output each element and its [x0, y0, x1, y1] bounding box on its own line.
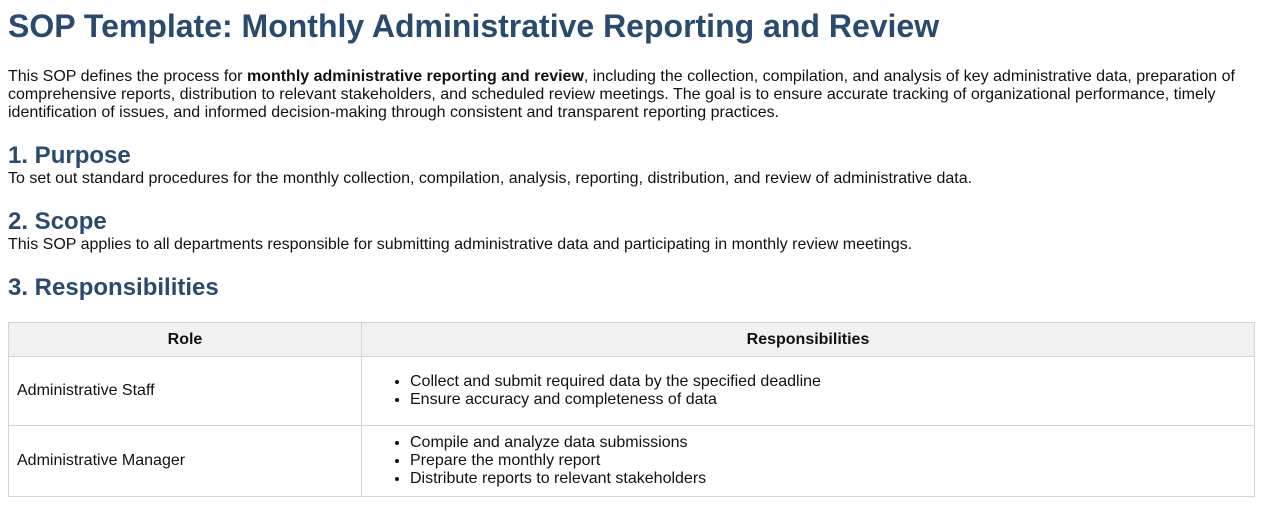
list-item: • Collect and submit required data by the specified deadline	[410, 373, 1246, 391]
list-item: • Distribute reports to relevant stakeholders	[410, 470, 1246, 488]
responsibility-list	[370, 434, 1246, 488]
list-item: • Compile and analyze data submissions	[410, 434, 1246, 452]
intro-paragraph	[8, 68, 1248, 122]
page-title: SOP Template: Monthly Administrative Reporting and Review	[8, 8, 940, 44]
intro-prefix: This SOP defines the process for	[8, 68, 247, 85]
responsibilities-heading: 3. Responsibilities	[8, 274, 219, 301]
responsibility-list	[370, 373, 1246, 409]
table-row	[9, 426, 1255, 497]
role-cell: Administrative Manager	[9, 426, 362, 497]
scope-heading: 2. Scope	[8, 208, 107, 235]
table-header-row	[9, 323, 1255, 357]
responsibilities-cell	[362, 426, 1255, 497]
list-item: • Ensure accuracy and completeness of data	[410, 391, 1246, 409]
responsibilities-cell	[362, 357, 1255, 426]
purpose-heading: 1. Purpose	[8, 142, 131, 169]
responsibilities-table	[8, 322, 1255, 497]
column-header-responsibilities: Responsibilities	[362, 323, 1255, 357]
column-header-role: Role	[9, 323, 362, 357]
purpose-text: To set out standard procedures for the monthly collection, compilation, analysis, reporting, distribution, and review of administrative data.	[8, 170, 973, 187]
list-item: • Prepare the monthly report	[410, 452, 1246, 470]
role-cell: Administrative Staff	[9, 357, 362, 426]
table-row	[9, 357, 1255, 426]
scope-text: This SOP applies to all departments responsible for submitting administrative data and participating in monthly review meetings.	[8, 236, 913, 253]
intro-suffix: , including the collection, compilation, and analysis of key administrative data, preparation of comprehensive reports, distribution to relevant stakeholders, and scheduled review meetings. The goal is to ensure accurate tracking of organizational performance, timely identification of issues, and informed decision-making through consistent and transparent reporting practices.	[8, 68, 1235, 121]
intro-emphasis: monthly administrative reporting and review	[246, 68, 584, 85]
